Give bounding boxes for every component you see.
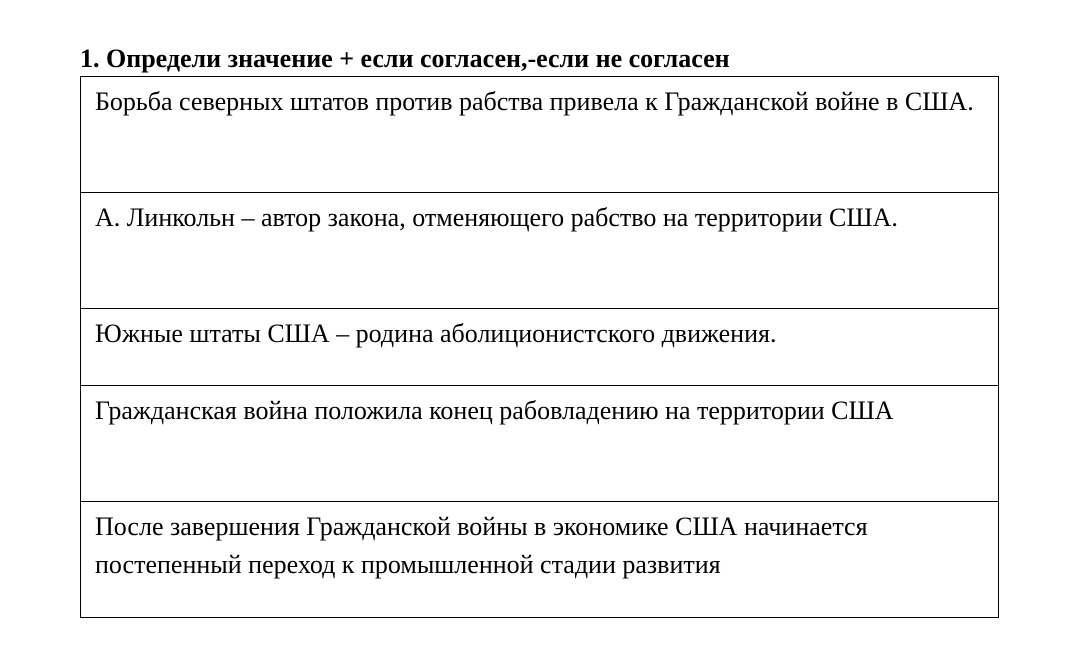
statement-cell: Борьба северных штатов против рабства привела к Гражданской войне в США.	[81, 77, 999, 193]
table-row	[81, 77, 999, 193]
table-row	[81, 309, 999, 386]
table-row	[81, 193, 999, 309]
statement-cell: Гражданская война положила конец рабовладению на территории США	[81, 386, 999, 502]
table-row	[81, 386, 999, 502]
statement-cell: А. Линкольн – автор закона, отменяющего рабство на территории США.	[81, 193, 999, 309]
statement-cell: Южные штаты США – родина аболиционистского движения.	[81, 309, 999, 386]
task-title: 1. Определи значение + если согласен,-если не согласен	[80, 44, 730, 73]
statement-cell: После завершения Гражданской войны в экономике США начинается постепенный переход к промышленной стадии развития	[81, 502, 999, 618]
table-row	[81, 502, 999, 618]
statements-table	[80, 76, 999, 618]
